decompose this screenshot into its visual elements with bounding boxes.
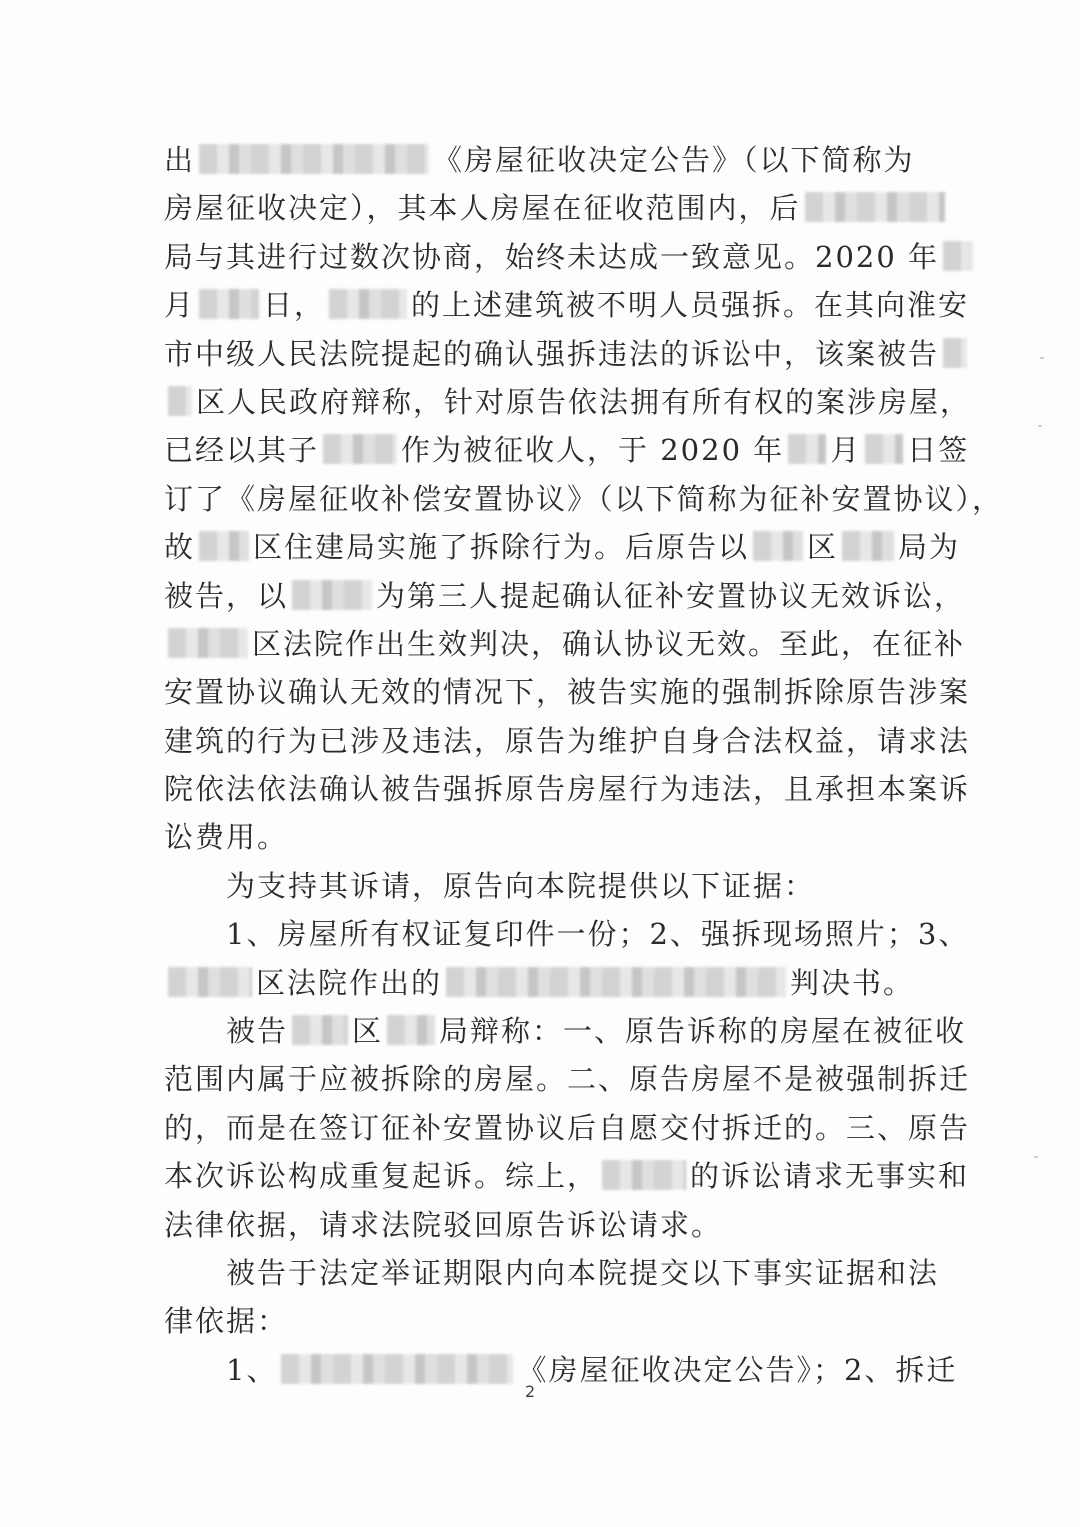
text-span: 本次诉讼构成重复起诉。综上， <box>164 1159 599 1194</box>
text-span: 房屋征收决定），其本人房屋在征收范围内，后 <box>164 191 801 226</box>
redacted-block <box>805 192 945 222</box>
text-line <box>164 523 961 571</box>
scan-speck <box>1040 357 1044 359</box>
text-line <box>164 765 971 813</box>
page-number: 2 <box>525 1382 536 1401</box>
text-span: 为第三人提起确认征补安置协议无效诉讼， <box>376 578 966 613</box>
text-span: 被告，以 <box>164 578 289 613</box>
redacted-block <box>329 289 407 319</box>
redacted-block <box>943 338 967 368</box>
text-span: 安置协议确认无效的情况下，被告实施的强制拆除原告涉案 <box>164 675 971 710</box>
text-span: 《房屋征收决定公告》（以下简称为 <box>433 143 915 177</box>
text-span: 局与其进行过数次协商，始终未达成一致意见。2020 年 <box>164 239 940 274</box>
text-span: 法律依据，请求法院驳回原告诉讼请求。 <box>164 1207 723 1242</box>
text-span: 院依法依法确认被告强拆原告房屋行为违法，且承担本案诉 <box>164 772 971 807</box>
redacted-block <box>943 241 973 271</box>
text-line <box>164 378 972 426</box>
redacted-block <box>199 144 429 174</box>
text-line <box>164 475 1004 523</box>
redacted-block <box>602 1160 686 1190</box>
redacted-block <box>199 289 259 319</box>
text-span: 日， <box>263 288 326 323</box>
text-line <box>164 426 970 474</box>
redacted-block <box>753 531 803 561</box>
redacted-block <box>292 580 372 610</box>
redacted-block <box>446 967 786 997</box>
text-line <box>164 813 904 861</box>
text-line <box>164 910 970 958</box>
scan-speck <box>1038 425 1042 427</box>
redacted-block <box>168 628 248 658</box>
text-line <box>164 1152 970 1200</box>
text-line <box>164 281 970 329</box>
text-span: 被告 <box>164 1014 289 1049</box>
text-span: 的，而是在签订征补安置协议后自愿交付拆迁的。三、原告 <box>164 1110 971 1145</box>
document-body <box>164 136 1004 1394</box>
text-line <box>164 1007 967 1055</box>
text-line <box>164 1249 940 1297</box>
text-line <box>164 572 966 620</box>
text-span: 局辩称：一、原告诉称的房屋在被征收 <box>439 1014 967 1049</box>
redacted-block <box>168 386 192 416</box>
text-line <box>164 136 915 184</box>
redacted-block <box>788 434 826 464</box>
text-line <box>164 620 966 668</box>
text-span: 日签 <box>907 433 970 468</box>
text-span: 区 <box>807 530 839 565</box>
text-span: 故 <box>164 530 196 565</box>
text-span: 律依据： <box>164 1304 289 1339</box>
text-line <box>164 717 971 765</box>
text-span: 1、 <box>164 1352 278 1387</box>
text-span: 月 <box>164 288 196 323</box>
text-span: 为支持其诉请，原告向本院提供以下证据： <box>164 868 816 903</box>
scan-speck <box>1034 1156 1038 1158</box>
text-line <box>164 1104 971 1152</box>
text-span: 区法院作出生效判决，确认协议无效。至此，在征补 <box>252 626 966 661</box>
text-span: 《房屋征收决定公告》；2、拆迁 <box>517 1352 958 1387</box>
text-span: 的上述建筑被不明人员强拆。在其向淮安 <box>411 288 970 323</box>
text-span: 讼费用。 <box>164 820 289 855</box>
text-span: 判决书。 <box>790 965 915 1000</box>
text-span: 订了《房屋征收补偿安置协议》（以下简称为征补安置协议）， <box>164 481 1004 516</box>
text-line <box>164 959 915 1007</box>
text-span: 区人民政府辩称，针对原告依法拥有所有权的案涉房屋， <box>196 384 972 419</box>
text-span: 作为被征收人，于 2020 年 <box>401 433 785 468</box>
text-line <box>164 1055 971 1103</box>
text-span: 建筑的行为已涉及违法，原告为维护自身合法权益，请求法 <box>164 723 971 758</box>
text-line <box>164 233 940 281</box>
redacted-block <box>323 434 397 464</box>
text-span: 市中级人民法院提起的确认强拆违法的诉讼中，该案被告 <box>164 336 940 371</box>
text-line <box>164 862 904 910</box>
redacted-block <box>199 531 249 561</box>
text-span: 1、房屋所有权证复印件一份；2、强拆现场照片；3、 <box>164 917 970 952</box>
text-line <box>164 1201 904 1249</box>
text-span: 月 <box>830 433 862 468</box>
redacted-block <box>168 967 252 997</box>
text-span: 区 <box>352 1014 384 1049</box>
redacted-block <box>292 1015 348 1045</box>
text-span: 出 <box>164 143 196 177</box>
text-line <box>164 184 904 232</box>
text-span: 区法院作出的 <box>256 965 443 1000</box>
redacted-block <box>387 1015 435 1045</box>
text-span: 被告于法定举证期限内向本院提交以下事实证据和法 <box>164 1255 940 1290</box>
text-span: 区住建局实施了拆除行为。后原告以 <box>253 530 750 565</box>
redacted-block <box>281 1354 513 1384</box>
redacted-block <box>842 531 894 561</box>
text-span: 的诉讼请求无事实和 <box>690 1159 970 1194</box>
text-span: 范围内属于应被拆除的房屋。二、原告房屋不是被强制拆迁 <box>164 1062 971 1097</box>
text-span: 局为 <box>898 530 961 565</box>
text-span: 已经以其子 <box>164 433 320 468</box>
text-line <box>164 330 940 378</box>
text-line <box>164 668 971 716</box>
redacted-block <box>865 434 903 464</box>
text-line <box>164 1297 904 1345</box>
